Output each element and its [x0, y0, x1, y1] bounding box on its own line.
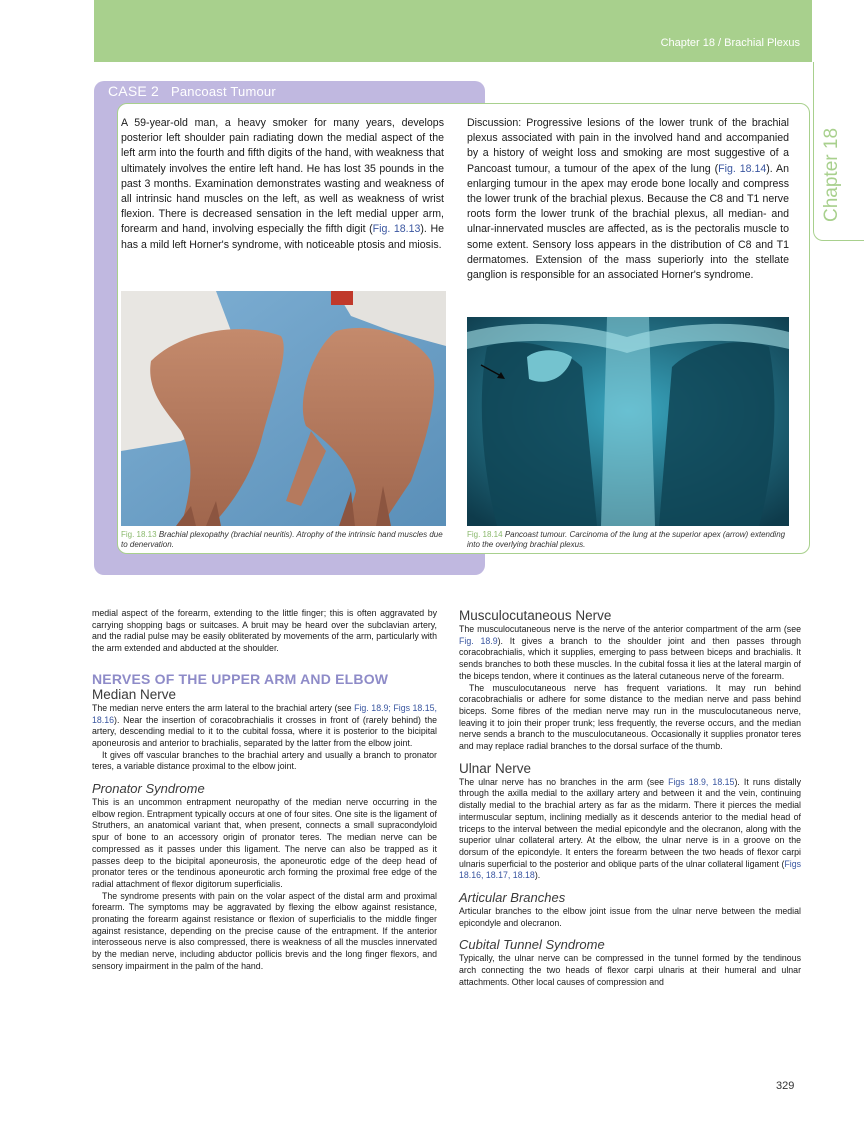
fig-ref[interactable]: Fig. 18.9; Figs 18.15, 18.16 — [92, 702, 437, 725]
paragraph: It gives off vascular branches to the brachial artery and usually a branch to pronator teres, a variable distance proximal to the elbow joint. — [92, 749, 437, 772]
paragraph: This is an uncommon entrapment neuropathy of the median nerve occurring in the elbow region. Entrapment typically occurs at one of four sites. One site is the ligament of Struthers, an anatomical variant that, when present, connects a small supracondyloid spur of bone to an accessory origin of pronator teres. The median nerve can be compressed as it passes under this ligament. The nerve can also be trapped as it passes deep to the bicipital aponeurosis, the aponeurotic edge of the deep head of pronator teres or the tendinous aponeurotic arch forming the proximal free edge of the radial attachment of flexor digitorum superficialis. — [92, 797, 437, 889]
fig-ref[interactable]: Figs 18.16, 18.17, 18.18 — [459, 858, 801, 881]
case-panel — [117, 103, 810, 554]
page-number: 329 — [776, 1080, 795, 1092]
median-nerve-heading: Median Nerve — [92, 686, 177, 702]
paragraph: Typically, the ulnar nerve can be compressed in the tunnel formed by the tendinous arch connecting the two heads of flexor carpi ulnaris at their humeral and ulnar attachments. Other local causes of compression and — [459, 953, 801, 987]
case-box — [94, 81, 789, 575]
case-presentation-text: A 59-year-old man, a heavy smoker for many years, develops posterior left shoulder pain radiating down the medial aspect of the left arm into the fourth and fifth digits of the hand, with weakness that ultimately involves the entire left hand. He has lost 35 pounds in the past 3 months. Examination demonstrates wasting and weakness of all intrinsic hand muscles on the left, as well as weakness of wrist flexion. There is decreased sensation in the left medial upper arm, forearm and hand, involving especially the fifth digit (Fig. 18.13). He has a mild left Horner's syndrome, with noticeable ptosis and miosis. — [121, 117, 444, 251]
chapter-side-tab — [813, 62, 864, 241]
section-heading: NERVES OF THE UPPER ARM AND ELBOW — [92, 670, 389, 687]
musculocutaneous-heading: Musculocutaneous Nerve — [459, 608, 612, 623]
cubital-tunnel-heading: Cubital Tunnel Syndrome — [459, 937, 605, 953]
case-title — [108, 83, 276, 99]
fig-13-caption: Fig. 18.13 Brachial plexopathy (brachial neuritis). Atrophy of the intrinsic hand muscles due to denervation. — [121, 530, 443, 549]
right-column — [459, 608, 801, 989]
fig-ref[interactable]: Fig. 18.13 — [372, 223, 421, 236]
chest-xray — [467, 317, 789, 526]
paragraph: The ulnar nerve has no branches in the arm (see Figs 18.9, 18.15). It runs distally through the axilla medial to the axillary artery and between it and the vein, continuing distally medial to the brachial artery as far as the midarm. There it pierces the medial intermuscular septum, inclining medially as it descends anterior to the medial head of triceps to the interval between the medial epicondyle and the olecranon, along with the superior ulnar collateral artery. At the elbow, the ulnar nerve is in a groove on the dorsum of the epicondyle. It enters the forearm between the two heads of flexor carpi ulnaris superficial to the posterior and oblique parts of the ulnar collateral ligament (Figs 18.16, 18.17, 18.18). — [459, 776, 801, 881]
paragraph: The median nerve enters the arm lateral to the brachial artery (see Fig. 18.9; Figs 18.15, 18.16). Near the insertion of coracobrachialis it crosses in front of (rarely behind) the artery, descending medial to it to the cubital fossa, where it is posterior to the bicipital aponeurosis and anterior to brachialis, separated by the latter from the elbow joint. — [92, 702, 437, 748]
fig-ref[interactable]: Fig. 18.9 — [459, 635, 498, 646]
left-column — [92, 608, 437, 973]
case-name: Pancoast Tumour — [171, 84, 276, 99]
articular-branches-heading: Articular Branches — [459, 890, 566, 906]
fig-label: Fig. 18.13 — [121, 530, 157, 539]
xray-illustration — [467, 317, 789, 526]
paragraph: Articular branches to the elbow joint issue from the ulnar nerve between the medial epicondyle and olecranon. — [459, 906, 801, 928]
paragraph: The syndrome presents with pain on the volar aspect of the distal arm and proximal forearm. The symptoms may be aggravated by flexing the elbow against resistance, pronating the forearm against resistance or flexion of superficialis to the middle finger against resistance, depending on the precise cause of the entrapment. If the anterior interosseous nerve is also compressed, there is weakness of all the muscles innervated by the median nerve, including abductor pollicis brevis and the long finger flexors, and sensory impairment in the palm of the hand. — [92, 890, 437, 971]
fig-14-caption: Fig. 18.14 Pancoast tumour. Carcinoma of the lung at the superior apex (arrow) extending into the overlying brachial plexus. — [467, 530, 786, 549]
fig-ref[interactable]: Fig. 18.14 — [718, 162, 767, 175]
chapter-header-band — [94, 0, 812, 62]
ulnar-nerve-heading: Ulnar Nerve — [459, 760, 532, 776]
running-header: Chapter 18 / Brachial Plexus — [660, 37, 800, 49]
chapter-tab-label: Chapter 18 — [821, 127, 842, 222]
hands-illustration — [121, 291, 446, 526]
case-number: CASE 2 — [108, 83, 159, 99]
paragraph: The musculocutaneous nerve is the nerve of the anterior compartment of the arm (see Fig. 18.9). It gives a branch to the shoulder joint and then passes through coracobrachialis, which it supplies, emerging to pass between biceps and brachialis. It sends branches to both these muscles. In the cubital fossa it lies at the lateral margin of the biceps tendon, where it continues as the lateral cutaneous nerve of the forearm. — [459, 624, 801, 681]
hands-photo — [121, 291, 446, 526]
paragraph: medial aspect of the forearm, extending to the little finger; this is often aggravated by carrying shopping bags or suitcases. A bruit may be heard over the subclavian artery, and the radial pulse may be easily obliterated by movements of the arm, particularly with the arm extended and abducted at the shoulder. — [92, 608, 437, 654]
case-discussion-text: Discussion: Progressive lesions of the lower trunk of the brachial plexus associated with pain in the involved hand and accompanied by a history of weight loss and smoking are most suggestive of a Pancoast tumour, a tumour of the apex of the lung (Fig. 18.14). An enlarging tumour in the apex may erode bone locally and compress the lower trunk of the brachial plexus. Because the C8 and T1 nerve roots form the lower trunk of the brachial plexus, all median- and ulnar-innervated muscles are affected, as is the pectoralis muscle to some extent. Sensory loss appears in the distribution of C8 and T1 dermatomes. Extension of the mass superiorly into the stellate ganglion is responsible for an associated Horner's syndrome. — [467, 117, 789, 282]
pronator-syndrome-heading: Pronator Syndrome — [92, 781, 205, 797]
fig-label: Fig. 18.14 — [467, 530, 503, 539]
fig-ref[interactable]: Figs 18.9, 18.15 — [668, 776, 735, 787]
paragraph: The musculocutaneous nerve has frequent variations. It may run behind coracobrachialis or adhere for some distance to the median nerve and pass behind biceps. Some fibres of the median nerve may run in the musculocutaneous nerve, leaving it to join their proper trunk; less frequently, the reverse occurs, and the median nerve sends a branch to the musculocutaneous. Occasionally it supplies pronator teres and may replace radial branches to the dorsal surface of the thumb. — [459, 682, 801, 752]
